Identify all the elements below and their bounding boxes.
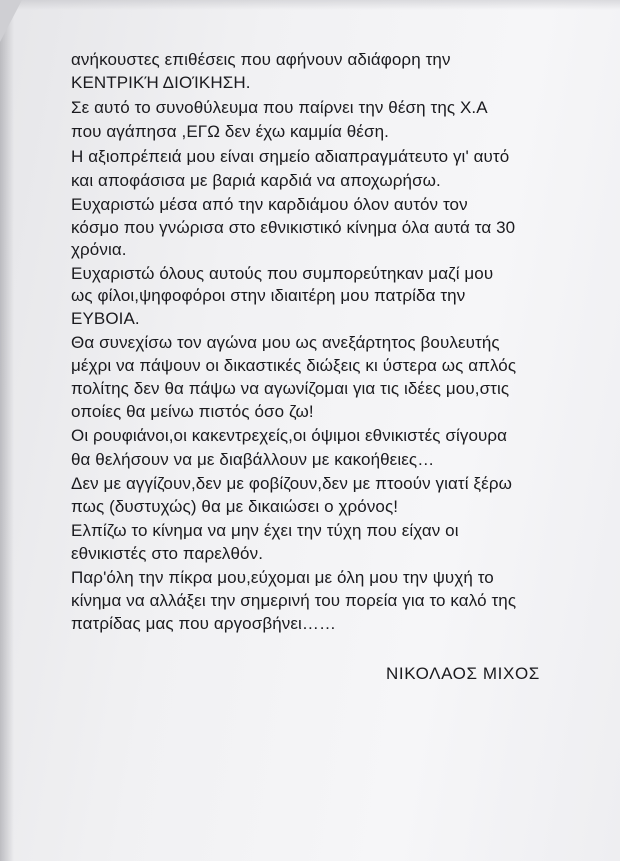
letter-line: Ελπίζω το κίνημα να μην έχει την τύχη που είχαν οι — [71, 521, 459, 540]
letter-line: Δεν με αγγίζουν,δεν με φοβίζουν,δεν με πτοούν γιατί ξέρω — [71, 474, 512, 493]
letter-line: κόσμο που γνώρισα στο εθνικιστικό κίνημα όλα αυτά τα 30 — [71, 218, 516, 237]
letter-line: θα θελήσουν να με διαβάλλουν με κακοήθειες… — [71, 450, 435, 469]
letter-line: οποίες θα μείνω πιστός όσο ζω! — [71, 402, 314, 421]
page-corner-fold — [0, 0, 22, 42]
letter-line: ανήκουστες επιθέσεις που αφήνουν αδιάφορη την — [71, 50, 451, 69]
letter-line: Παρ'όλη την πίκρα μου,εύχομαι με όλη μου την ψυχή το — [71, 568, 494, 587]
letter-line: ΚΕΝΤΡΙΚΉ ΔΙΟΊΚΗΣΗ. — [71, 73, 251, 92]
letter-line: ΕΥΒΟΙΑ. — [71, 309, 140, 328]
letter-line: και αποφάσισα με βαριά καρδιά να αποχωρήσω. — [71, 171, 441, 190]
page-top-shadow — [0, 0, 620, 10]
letter-line: που αγάπησα ,ΕΓΩ δεν έχω καμμία θέση. — [71, 122, 389, 141]
letter-line: ως φίλοι,ψηφοφόροι στην ιδιαιτέρη μου πατρίδα την — [71, 286, 466, 305]
letter-line: πολίτης δεν θα πάψω να αγωνίζομαι για τις ιδέες μου,στις — [71, 379, 510, 398]
letter-line: εθνικιστές στο παρελθόν. — [71, 544, 264, 563]
signature: ΝΙΚΟΛΑΟΣ ΜΙΧΟΣ — [386, 664, 540, 683]
letter-line: μέχρι να πάψουν οι δικαστικές διώξεις κι ύστερα ως απλός — [71, 356, 517, 375]
letter-line: Ευχαριστώ όλους αυτούς που συμπορεύτηκαν μαζί μου — [71, 264, 494, 283]
letter-line: κίνημα να αλλάξει την σημερινή του πορεία για το καλό της — [71, 591, 517, 610]
page-left-shadow — [0, 0, 14, 861]
letter-line: Θα συνεχίσω τον αγώνα μου ως ανεξάρτητος βουλευτής — [71, 333, 500, 352]
letter-line: Οι ρουφιάνοι,οι κακεντρεχείς,οι όψιμοι εθνικιστές σίγουρα — [71, 426, 508, 445]
letter-line: Σε αυτό το συνοθύλευμα που παίρνει την θέση της Χ.Α — [71, 98, 488, 117]
letter-line: Ευχαριστώ μέσα από την καρδιάμου όλον αυτόν τον — [71, 195, 468, 214]
letter-line: πατρίδας μας που αργοσβήνει…… — [71, 614, 337, 633]
letter-line: πως (δυστυχώς) θα με δικαιώσει ο χρόνος! — [71, 497, 399, 516]
letter-line: χρόνια. — [71, 240, 127, 259]
letter-line: Η αξιοπρέπειά μου είναι σημείο αδιαπραγμάτευτο γι' αυτό — [71, 147, 510, 166]
